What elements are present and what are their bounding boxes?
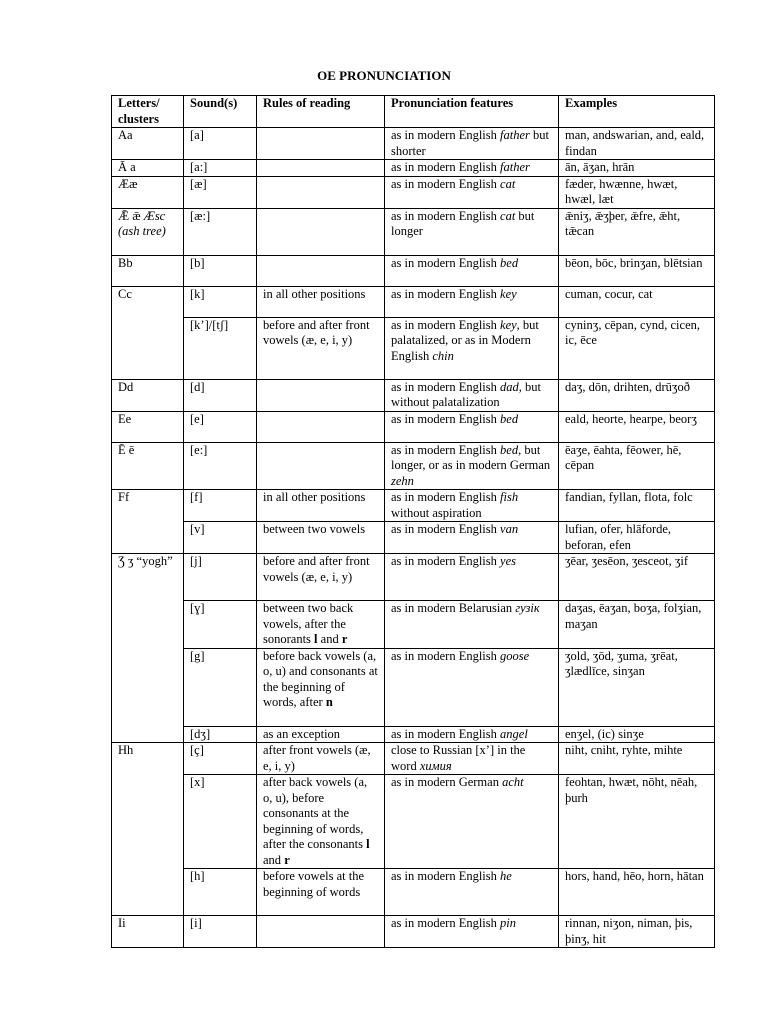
- sound-text: [k’]/[tʃ]: [190, 317, 229, 332]
- cell-letter: [112, 490, 184, 554]
- table-row: [112, 648, 715, 726]
- cell-examples: [559, 743, 715, 775]
- examples-text: ʒēar, ʒesēon, ʒesceot, ʒif: [565, 554, 689, 568]
- feature-text: cat: [500, 208, 516, 223]
- cell-feature: [385, 160, 559, 177]
- cell-feature: [385, 775, 559, 869]
- feature-text: as in modern English: [391, 726, 501, 741]
- examples-text: ēaʒe, ēahta, fēower, hē, cēpan: [565, 442, 682, 472]
- cell-feature: [385, 726, 559, 743]
- cell-feature: [385, 176, 559, 208]
- cell-rule: [257, 255, 385, 286]
- cell-rule: [257, 522, 385, 554]
- sound-text: [b]: [190, 255, 205, 270]
- letter-text: Æsc (ash tree): [118, 208, 166, 238]
- cell-examples: [559, 176, 715, 208]
- rule-text: r: [341, 632, 348, 646]
- feature-text: as in modern English: [391, 208, 501, 223]
- sound-text: [a]: [190, 128, 204, 142]
- table-row: [112, 726, 715, 743]
- cell-letter: [112, 128, 184, 160]
- rule-text: l: [366, 837, 370, 851]
- examples-text: hors, hand, hēo, horn, hātan: [565, 869, 704, 883]
- letter-text: Ii: [118, 916, 126, 930]
- rule-text: between two back vowels, after the sonorants: [263, 601, 354, 646]
- letter-text: Ā a: [118, 160, 136, 174]
- feature-text: key: [500, 286, 517, 301]
- rule-text: after back vowels (a, o, u), before consonants at the beginning of words, after the consonants: [263, 775, 368, 851]
- examples-text: eald, heorte, hearpe, beorʒ: [565, 411, 697, 426]
- table-row: [112, 442, 715, 490]
- cell-examples: [559, 869, 715, 916]
- examples-text: cyninʒ, cēpan, cynd, cicen, ic, ēce: [565, 317, 701, 347]
- table-row: [112, 208, 715, 255]
- examples-text: ān, āʒan, hrān: [565, 160, 635, 174]
- examples-text: lufian, ofer, hlāforde, beforan, efen: [565, 522, 672, 552]
- feature-text: pin: [500, 916, 516, 930]
- header-examples: Examples: [559, 96, 715, 128]
- feature-text: as in modern Belarusian: [391, 601, 516, 615]
- cell-rule: [257, 317, 385, 379]
- cell-feature: [385, 601, 559, 649]
- cell-sound: [184, 554, 257, 601]
- rule-text: in all other positions: [263, 490, 366, 504]
- examples-text: fandian, fyllan, flota, folc: [565, 490, 693, 504]
- feature-text: as in modern English: [391, 916, 501, 930]
- table-row: [112, 255, 715, 286]
- sound-text: [h]: [190, 869, 205, 883]
- sound-text: [x]: [190, 775, 205, 789]
- feature-text: as in modern English: [391, 490, 501, 504]
- table-row: [112, 554, 715, 601]
- cell-rule: [257, 379, 385, 411]
- feature-text: as in modern English: [391, 648, 501, 663]
- cell-sound: [184, 743, 257, 775]
- header-letters: Letters/ clusters: [112, 96, 184, 128]
- sound-text: [ç]: [190, 743, 204, 757]
- rule-text: after front vowels (æ, e, i, y): [263, 743, 371, 773]
- cell-rule: [257, 775, 385, 869]
- cell-sound: [184, 601, 257, 649]
- feature-text: acht: [502, 775, 524, 789]
- feature-text: yes: [500, 554, 516, 568]
- table-row: [112, 775, 715, 869]
- cell-rule: [257, 411, 385, 442]
- letter-text: Ee: [118, 411, 132, 426]
- cell-feature: [385, 554, 559, 601]
- feature-text: , but longer, or as in modern German: [391, 442, 551, 472]
- cell-sound: [184, 255, 257, 286]
- table-row: [112, 743, 715, 775]
- cell-feature: [385, 522, 559, 554]
- feature-text: father: [500, 128, 530, 142]
- cell-sound: [184, 648, 257, 726]
- cell-feature: [385, 490, 559, 522]
- feature-text: van: [500, 522, 519, 536]
- table-row: [112, 490, 715, 522]
- table-row: [112, 601, 715, 649]
- sound-text: [æ]: [190, 176, 207, 191]
- examples-text: daʒ, dōn, drihten, drūʒoð: [565, 379, 690, 394]
- feature-text: as in modern English: [391, 286, 501, 301]
- cell-feature: [385, 916, 559, 948]
- cell-examples: [559, 490, 715, 522]
- rule-text: l: [314, 632, 318, 646]
- table-row: [112, 286, 715, 317]
- feature-text: as in modern English: [391, 317, 501, 332]
- cell-rule: [257, 176, 385, 208]
- cell-examples: [559, 286, 715, 317]
- feature-text: , but without palatalization: [391, 379, 541, 409]
- table-row: [112, 176, 715, 208]
- cell-feature: [385, 286, 559, 317]
- feature-text: as in modern English: [391, 255, 501, 270]
- cell-sound: [184, 442, 257, 490]
- rule-text: and: [317, 632, 342, 646]
- cell-letter: [112, 442, 184, 490]
- feature-text: as in modern English: [391, 442, 501, 457]
- cell-rule: [257, 648, 385, 726]
- cell-rule: [257, 554, 385, 601]
- sound-text: [ɣ]: [190, 601, 205, 615]
- rule-text: before vowels at the beginning of words: [263, 869, 365, 899]
- cell-sound: [184, 379, 257, 411]
- cell-examples: [559, 160, 715, 177]
- page-title: OE PRONUNCIATION: [317, 68, 451, 83]
- feature-text: father: [500, 160, 530, 174]
- sound-text: [dʒ]: [190, 726, 211, 741]
- feature-text: cat: [500, 176, 516, 191]
- cell-rule: [257, 601, 385, 649]
- examples-text: rinnan, niʒon, niman, þis, þinʒ, hit: [565, 916, 693, 946]
- feature-text: dad: [500, 379, 519, 394]
- cell-examples: [559, 554, 715, 601]
- cell-feature: [385, 208, 559, 255]
- cell-examples: [559, 522, 715, 554]
- sound-text: [v]: [190, 522, 205, 536]
- sound-text: [j]: [190, 554, 202, 568]
- cell-rule: [257, 743, 385, 775]
- cell-examples: [559, 208, 715, 255]
- cell-feature: [385, 255, 559, 286]
- feature-text: , but palatalized, or as in Modern English: [391, 317, 539, 363]
- cell-examples: [559, 775, 715, 869]
- feature-text: key: [500, 317, 517, 332]
- pronunciation-table: [111, 95, 715, 948]
- table-row: [112, 128, 715, 160]
- cell-examples: [559, 726, 715, 743]
- feature-text: as in modern English: [391, 128, 501, 142]
- rule-text: before and after front vowels (æ, e, i, y): [263, 554, 370, 584]
- cell-feature: [385, 743, 559, 775]
- cell-sound: [184, 522, 257, 554]
- cell-sound: [184, 208, 257, 255]
- feature-text: as in modern English: [391, 160, 501, 174]
- examples-text: fæder, hwænne, hwæt, hwæl, læt: [565, 176, 678, 206]
- cell-sound: [184, 726, 257, 743]
- feature-text: as in modern English: [391, 176, 501, 191]
- cell-feature: [385, 128, 559, 160]
- sound-text: [f]: [190, 490, 203, 504]
- cell-rule: [257, 916, 385, 948]
- cell-feature: [385, 442, 559, 490]
- feature-text: close to Russian [x’] in the word: [391, 743, 526, 773]
- feature-text: as in modern English: [391, 522, 501, 536]
- sound-text: [g]: [190, 648, 205, 663]
- header-features: Pronunciation features: [385, 96, 559, 128]
- cell-sound: [184, 411, 257, 442]
- table-row: [112, 869, 715, 916]
- rule-text: before back vowels (a, o, u) and consonants at the beginning of words, after: [263, 648, 378, 709]
- cell-rule: [257, 869, 385, 916]
- feature-text: zehn: [391, 473, 414, 488]
- cell-letter: [112, 379, 184, 411]
- examples-text: man, andswarian, and, eald, findan: [565, 128, 705, 158]
- table-row: [112, 411, 715, 442]
- cell-examples: [559, 916, 715, 948]
- header-rules: Rules of reading: [257, 96, 385, 128]
- cell-feature: [385, 379, 559, 411]
- feature-text: as in modern English: [391, 411, 501, 426]
- feature-text: as in modern English: [391, 379, 501, 394]
- rule-text: before and after front vowels (æ, e, i, y): [263, 317, 370, 347]
- rule-text: n: [325, 695, 333, 709]
- feature-text: he: [500, 869, 512, 883]
- table-row: [112, 522, 715, 554]
- table-header-row: [112, 96, 715, 128]
- cell-rule: [257, 442, 385, 490]
- table-row: [112, 317, 715, 379]
- sound-text: [i]: [190, 916, 202, 930]
- rule-text: as an exception: [263, 726, 341, 741]
- feature-text: химия: [419, 758, 452, 773]
- letter-text: Ē ē: [118, 442, 135, 457]
- cell-sound: [184, 490, 257, 522]
- cell-rule: [257, 286, 385, 317]
- cell-letter: [112, 160, 184, 177]
- cell-feature: [385, 411, 559, 442]
- cell-sound: [184, 160, 257, 177]
- cell-rule: [257, 208, 385, 255]
- examples-text: daʒas, ēaʒan, boʒa, folʒian, maʒan: [565, 601, 702, 631]
- cell-examples: [559, 411, 715, 442]
- examples-text: ʒold, ʒōd, ʒuma, ʒrēat, ʒlædlīce, sinʒan: [565, 648, 678, 678]
- cell-rule: [257, 128, 385, 160]
- feature-text: chin: [432, 348, 454, 363]
- feature-text: bed: [500, 255, 519, 270]
- cell-sound: [184, 317, 257, 379]
- cell-examples: [559, 648, 715, 726]
- sound-text: [k]: [190, 286, 205, 301]
- sound-text: [a:]: [190, 160, 208, 174]
- cell-letter: [112, 743, 184, 916]
- feature-text: as in modern German: [391, 775, 503, 789]
- examples-text: ǣniʒ, ǣʒþer, ǣfre, ǣht, tǣcan: [565, 208, 681, 238]
- letter-text: Ff: [118, 490, 130, 504]
- cell-sound: [184, 916, 257, 948]
- cell-examples: [559, 379, 715, 411]
- feature-text: as in modern English: [391, 554, 501, 568]
- cell-rule: [257, 726, 385, 743]
- examples-text: enʒel, (ic) sinʒe: [565, 726, 644, 741]
- sound-text: [d]: [190, 379, 205, 394]
- examples-text: bēon, bōc, brinʒan, blētsian: [565, 255, 703, 270]
- feature-text: but longer: [391, 208, 535, 238]
- feature-text: but shorter: [391, 128, 549, 158]
- letter-text: Aa: [118, 128, 133, 142]
- letter-text: Ææ: [118, 176, 138, 191]
- header-sounds: Sound(s): [184, 96, 257, 128]
- letter-text: Cc: [118, 286, 132, 301]
- examples-text: feohtan, hwæt, nōht, nēah, þurh: [565, 775, 698, 805]
- letter-text: Ʒ ʒ “yogh”: [118, 554, 173, 568]
- rule-text: in all other positions: [263, 286, 366, 301]
- letter-text: Bb: [118, 255, 133, 270]
- cell-examples: [559, 601, 715, 649]
- cell-examples: [559, 255, 715, 286]
- cell-examples: [559, 442, 715, 490]
- cell-sound: [184, 128, 257, 160]
- sound-text: [e:]: [190, 442, 208, 457]
- table-row: [112, 160, 715, 177]
- cell-feature: [385, 317, 559, 379]
- cell-letter: [112, 286, 184, 379]
- feature-text: гузік: [515, 601, 540, 615]
- cell-letter: [112, 916, 184, 948]
- cell-examples: [559, 128, 715, 160]
- feature-text: goose: [500, 648, 530, 663]
- feature-text: as in modern English: [391, 869, 501, 883]
- letter-text: Dd: [118, 379, 134, 394]
- cell-letter: [112, 554, 184, 743]
- rule-text: r: [284, 852, 290, 867]
- cell-rule: [257, 160, 385, 177]
- cell-feature: [385, 648, 559, 726]
- cell-feature: [385, 869, 559, 916]
- table-row: [112, 916, 715, 948]
- cell-sound: [184, 286, 257, 317]
- cell-rule: [257, 490, 385, 522]
- rule-text: between two vowels: [263, 522, 366, 536]
- letter-text: Ǣ ǣ: [118, 208, 144, 223]
- cell-sound: [184, 176, 257, 208]
- table-body: [112, 128, 715, 948]
- feature-text: bed: [500, 442, 519, 457]
- feature-text: fish: [500, 490, 519, 504]
- examples-text: niht, cniht, ryhte, mihte: [565, 743, 683, 757]
- table-row: [112, 379, 715, 411]
- cell-sound: [184, 775, 257, 869]
- cell-examples: [559, 317, 715, 379]
- feature-text: bed: [500, 411, 519, 426]
- sound-text: [e]: [190, 411, 204, 426]
- cell-letter: [112, 176, 184, 208]
- feature-text: without aspiration: [391, 505, 482, 520]
- letter-text: Hh: [118, 743, 134, 757]
- feature-text: angel: [500, 726, 528, 741]
- sound-text: [æ:]: [190, 208, 211, 223]
- cell-sound: [184, 869, 257, 916]
- cell-letter: [112, 255, 184, 286]
- examples-text: cuman, cocur, cat: [565, 286, 653, 301]
- cell-letter: [112, 411, 184, 442]
- rule-text: and: [263, 852, 285, 867]
- cell-letter: [112, 208, 184, 255]
